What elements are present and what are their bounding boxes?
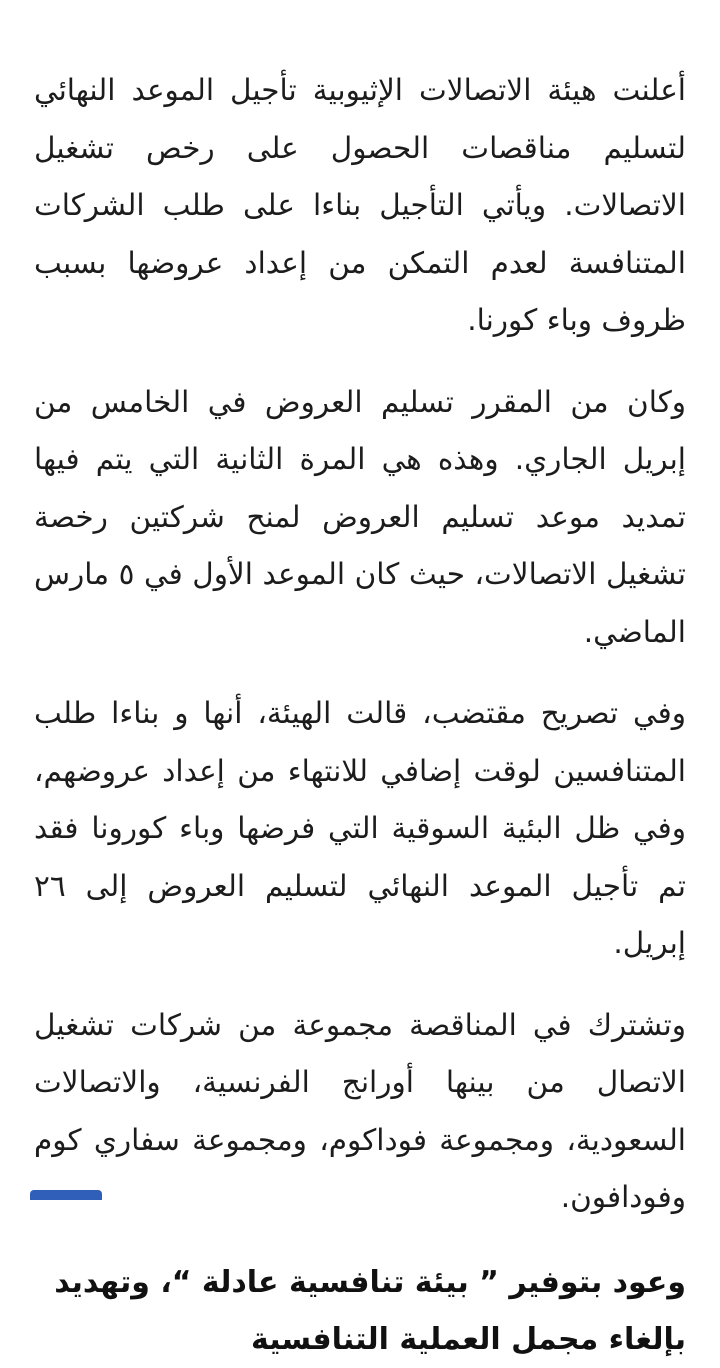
article-paragraph-2: وكان من المقرر تسليم العروض في الخامس من إبريل الجاري. وهذه هي المرة الثانية التي يتم فيها تمديد موعد تسليم العروض لمنح شركتين رخصة تشغيل الاتصالات، حيث كان الموعد الأول في ٥ مارس الماضي. bbox=[34, 384, 686, 649]
article-paragraph-1: أعلنت هيئة الاتصالات الإثيوبية تأجيل الموعد النهائي لتسليم مناقصات الحصول على رخص تشغيل الاتصالات. ويأتي التأجيل بناءا على طلب الشركات المتنافسة لعدم التمكن من إعداد عروضها بسبب ظروف وباء كورنا. bbox=[34, 73, 686, 337]
article-paragraph-4: وتشترك في المناقصة مجموعة من شركات تشغيل الاتصال من بينها أورانج الفرنسية، والاتصالات السعودية، ومجموعة فوداكوم، ومجموعة سفاري كوم وفودافون. bbox=[34, 1007, 686, 1214]
article-paragraph-3: وفي تصريح مقتضب، قالت الهيئة، أنها و بناءا طلب المتنافسين لوقت إضافي للانتهاء من إعداد عروضهم، وفي ظل البئية السوقية التي فرضها وباء كورونا فقد تم تأجيل الموعد النهائي لتسليم العروض إلى ٢٦ إبريل. bbox=[34, 696, 686, 960]
scroll-accent-tab bbox=[30, 1190, 102, 1200]
section-heading: وعود بتوفير ” بيئة تنافسية عادلة “، وتهديد بإلغاء مجمل العملية التنافسية bbox=[54, 1264, 686, 1357]
